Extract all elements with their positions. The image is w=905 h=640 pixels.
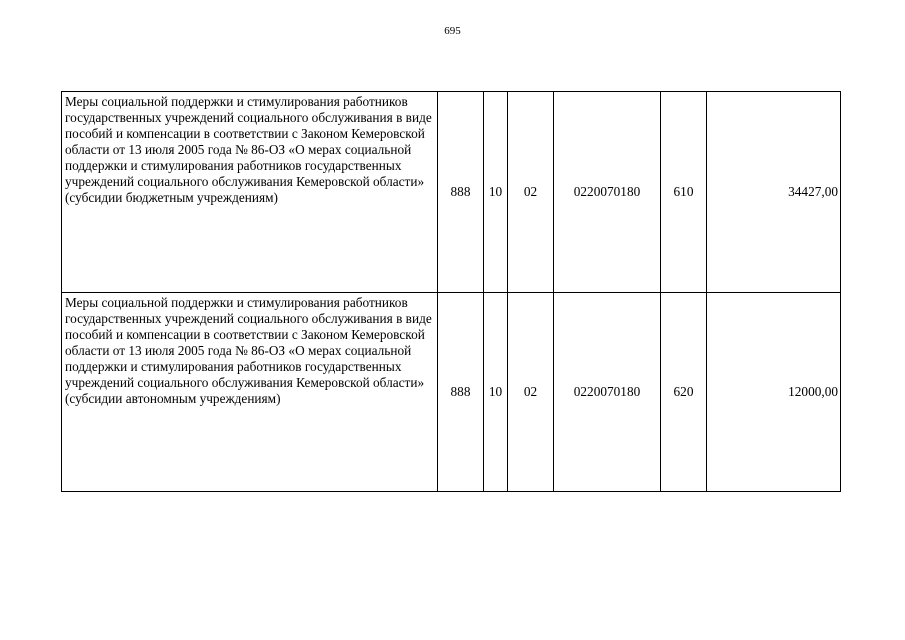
row-amount: 34427,00: [707, 92, 841, 293]
row-ministry-code: 888: [438, 293, 484, 492]
table-row: [62, 92, 841, 293]
row-ministry-code: 888: [438, 92, 484, 293]
budget-table: [61, 91, 841, 492]
row-expense-type: 620: [661, 293, 707, 492]
row-section-code: 10: [484, 293, 508, 492]
row-target-article: 0220070180: [554, 92, 661, 293]
row-subsection-code: 02: [508, 293, 554, 492]
row-target-article: 0220070180: [554, 293, 661, 492]
row-description: Меры социальной поддержки и стимулирования работников государственных учреждений социального обслуживания в виде пособий и компенсации в соответствии с Законом Кемеровской области от 13 июля 2005 года № 86-ОЗ «О мерах социальной поддержки и стимулирования работников государственных учреждений социального обслуживания Кемеровской области» (субсидии бюджетным учреждениям): [62, 92, 438, 293]
row-description: Меры социальной поддержки и стимулирования работников государственных учреждений социального обслуживания в виде пособий и компенсации в соответствии с Законом Кемеровской области от 13 июля 2005 года № 86-ОЗ «О мерах социальной поддержки и стимулирования работников государственных учреждений социального обслуживания Кемеровской области» (субсидии автономным учреждениям): [62, 293, 438, 492]
row-section-code: 10: [484, 92, 508, 293]
row-subsection-code: 02: [508, 92, 554, 293]
page-number: 695: [444, 25, 461, 37]
row-amount: 12000,00: [707, 293, 841, 492]
table-row: [62, 293, 841, 492]
row-expense-type: 610: [661, 92, 707, 293]
